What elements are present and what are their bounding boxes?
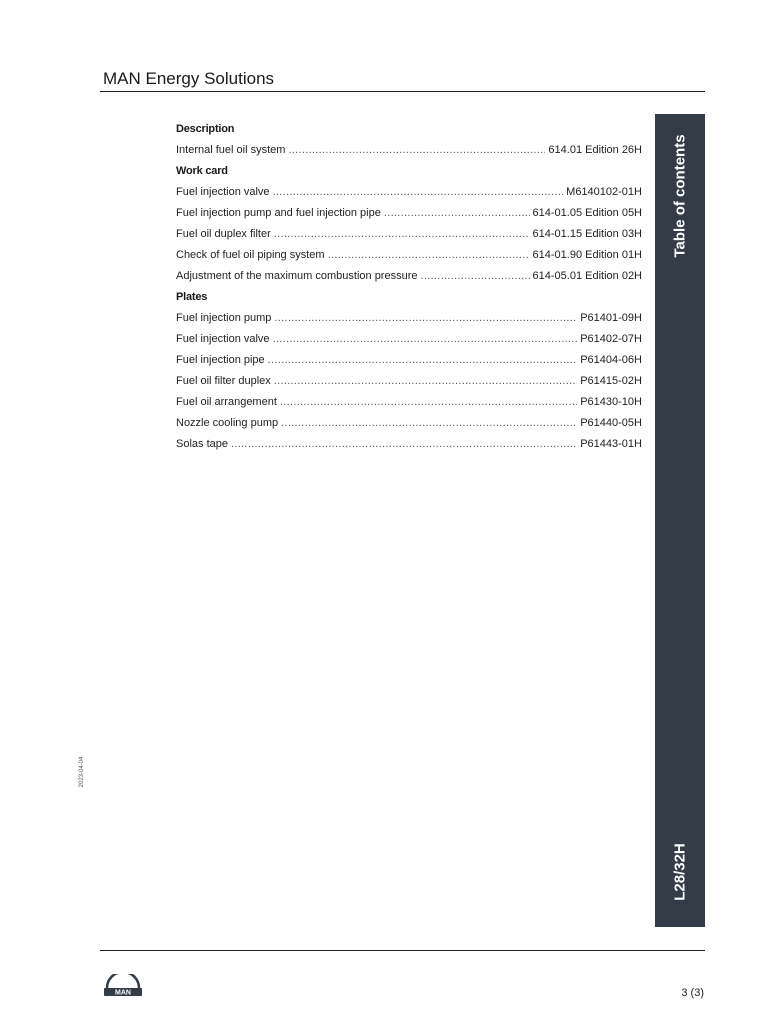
- section-heading: Description: [176, 123, 235, 135]
- brand-name: MAN Energy Solutions: [103, 69, 275, 88]
- dot-leader: [274, 371, 577, 392]
- footer-divider: [100, 950, 705, 951]
- toc-entry-ref: 614-05.01 Edition 02H: [532, 270, 642, 282]
- toc-entry-title: Fuel oil filter duplex: [176, 375, 271, 387]
- toc-entry-ref: P61401-09H: [580, 312, 642, 324]
- toc-section-work-card: [176, 161, 642, 287]
- toc-entry[interactable]: [176, 350, 642, 371]
- dot-leader: [274, 308, 577, 329]
- toc-entry-ref: 614-01.05 Edition 05H: [532, 207, 642, 219]
- table-of-contents: [176, 119, 642, 455]
- logo-text: MAN: [115, 989, 131, 997]
- toc-entry[interactable]: [176, 329, 642, 350]
- dot-leader: [273, 182, 564, 203]
- dot-leader: [328, 245, 530, 266]
- toc-entry-ref: 614-01.90 Edition 01H: [532, 249, 642, 261]
- toc-entry-title: Internal fuel oil system: [176, 144, 286, 156]
- dot-leader: [421, 266, 530, 287]
- toc-entry-title: Fuel injection pipe: [176, 354, 265, 366]
- toc-entry-ref: P61404-06H: [580, 354, 642, 366]
- section-heading: Work card: [176, 165, 228, 177]
- toc-entry-ref: P61402-07H: [580, 333, 642, 345]
- dot-leader: [288, 140, 545, 161]
- sidebar-model: L28/32H: [671, 843, 689, 901]
- toc-section-plates: [176, 287, 642, 455]
- print-date: 2023-04-04: [79, 756, 85, 788]
- toc-entry[interactable]: [176, 413, 642, 434]
- toc-entry-title: Solas tape: [176, 438, 228, 450]
- toc-entry-ref: 614.01 Edition 26H: [548, 144, 642, 156]
- toc-entry-title: Fuel oil duplex filter: [176, 228, 271, 240]
- toc-entry[interactable]: [176, 245, 642, 266]
- dot-leader: [384, 203, 530, 224]
- toc-entry-title: Fuel injection pump: [176, 312, 272, 324]
- toc-entry-ref: M6140102-01H: [566, 186, 642, 198]
- section-heading: Plates: [176, 291, 208, 303]
- toc-entry[interactable]: [176, 266, 642, 287]
- sidebar-tab: [655, 114, 705, 927]
- dot-leader: [280, 392, 577, 413]
- sidebar-model-box: [655, 827, 705, 927]
- toc-entry[interactable]: [176, 203, 642, 224]
- toc-entry-title: Fuel injection valve: [176, 186, 270, 198]
- toc-entry[interactable]: [176, 182, 642, 203]
- toc-entry-ref: 614-01.15 Edition 03H: [532, 228, 642, 240]
- toc-entry-ref: P61430-10H: [580, 396, 642, 408]
- toc-entry[interactable]: [176, 392, 642, 413]
- toc-entry-ref: P61440-05H: [580, 417, 642, 429]
- toc-entry-title: Check of fuel oil piping system: [176, 249, 325, 261]
- toc-entry-title: Nozzle cooling pump: [176, 417, 279, 429]
- toc-entry-title: Fuel injection valve: [176, 333, 270, 345]
- toc-entry[interactable]: [176, 224, 642, 245]
- header-divider: [100, 91, 705, 92]
- toc-entry-ref: P61443-01H: [580, 438, 642, 450]
- toc-entry-ref: P61415-02H: [580, 375, 642, 387]
- dot-leader: [273, 329, 578, 350]
- toc-entry-title: Fuel oil arrangement: [176, 396, 277, 408]
- toc-entry[interactable]: [176, 371, 642, 392]
- dot-leader: [281, 413, 577, 434]
- dot-leader: [274, 224, 530, 245]
- dot-leader: [268, 350, 578, 371]
- toc-entry-title: Fuel injection pump and fuel injection pipe: [176, 207, 381, 219]
- sidebar-title: Table of contents: [671, 134, 689, 258]
- toc-entry-title: Adjustment of the maximum combustion pressure: [176, 270, 418, 282]
- toc-entry[interactable]: [176, 434, 642, 455]
- man-logo-icon: [103, 974, 143, 998]
- toc-section-description: [176, 119, 642, 161]
- page-number: 3 (3): [681, 987, 704, 999]
- dot-leader: [231, 434, 577, 455]
- sidebar-title-box: [655, 114, 705, 274]
- toc-entry[interactable]: [176, 140, 642, 161]
- toc-entry[interactable]: [176, 308, 642, 329]
